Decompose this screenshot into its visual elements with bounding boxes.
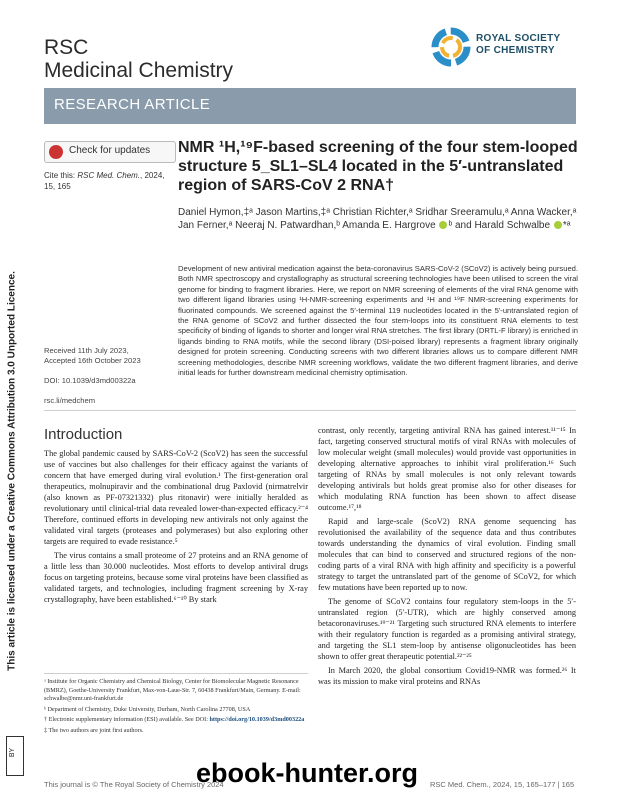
- article-title: NMR ¹H,¹⁹F-based screening of the four stem-looped structure 5_SL1–SL4 located in the 5′-untranslated region of SARS-CoV 2 RNA†: [178, 139, 578, 194]
- body-column-right: [318, 425, 576, 783]
- cite-prefix: Cite this:: [44, 171, 78, 180]
- publisher-line2: OF CHEMISTRY: [476, 45, 555, 56]
- authors-line1: Daniel Hymon,‡ᵃ Jason Martins,‡ᵃ Christian Richter,ᵃ Sridhar Sreeramulu,ᵃ Anna Wacker,ᵃ Jan Ferner,ᵃ Neeraj N. Patwardhan,ᵇ: [178, 207, 577, 231]
- banner-label: RESEARCH ARTICLE: [54, 96, 211, 113]
- section-divider: [44, 410, 576, 411]
- cite-rest: , 2024, 15, 165: [44, 171, 165, 191]
- publisher-line1: ROYAL SOCIETY: [476, 33, 561, 44]
- journal-line2: Medicinal Chemistry: [44, 59, 234, 82]
- journal-line1: RSC: [44, 36, 89, 59]
- check-for-updates-button[interactable]: [44, 141, 176, 163]
- paragraph: contrast, only recently, targeting antiviral RNA has gained interest.¹¹⁻¹⁵ In fact, targeting conserved structural motifs of viral RNAs with molecules of low molecular weight (small molecules) would provide vast opportunities in developing alternative approaches to inhibit viral proliferation.¹⁶ Such targeting of RNAs by small molecules is not only relevant towards developing antivirals but holds great promise also for other diseases for which modulating RNA function has been shown to affect disease outcome.¹⁷,¹⁸: [318, 426, 576, 512]
- check-updates-icon: [49, 145, 63, 159]
- paragraph: In March 2020, the global consortium Covid19-NMR was formed.²⁶ It was its mission to make viral proteins and RNAs: [318, 666, 576, 686]
- received-dates: [44, 346, 172, 366]
- author-list: [178, 206, 578, 232]
- authors-conj: ᵇ and Harald Schwalbe: [448, 220, 551, 231]
- body-column-left: [44, 448, 308, 666]
- footer-copyright: This journal is © The Royal Society of Chemistry 2024: [44, 780, 224, 789]
- footnote-divider: [44, 673, 308, 674]
- paragraph: The genome of SCoV2 contains four regulatory stem-loops in the 5′-untranslated region (5′-UTR), which are highly conserved among betacoronaviruses.¹⁹⁻²¹ Targeting such structured RNA elements to interfere with their regulatory function is regarded as a promising antiviral strategy, and targeting the SL1 stem-loop by antisense oligonucleotides has been shown to offer great therapeutic potential.²²⁻²⁵: [318, 597, 576, 661]
- article-type-banner: [44, 88, 576, 124]
- license-sidebar: [5, 176, 19, 766]
- check-updates-label: Check for updates: [69, 145, 151, 156]
- orcid-icon[interactable]: [554, 221, 562, 229]
- section-heading-introduction: Introduction: [44, 426, 123, 443]
- footnote-affiliation-b: ᵇ Department of Chemistry, Duke University, Durham, North Carolina 27708, USA: [44, 705, 251, 713]
- watermark-text: ebook-hunter.org: [196, 758, 418, 788]
- cite-journal: RSC Med. Chem.: [77, 171, 141, 180]
- doi-label[interactable]: DOI: 10.1039/d3md00322a: [44, 376, 136, 385]
- paragraph: The virus contains a small proteome of 27 proteins and an RNA genome of a little less than 30.000 nucleotides. Most efforts to develop antiviral drugs focus on targeting proteins, because some viral proteins have been classified as validated targets, and technologies, including fragment screening by X-ray crystallography, have been established.⁶⁻¹⁰ By stark: [44, 551, 308, 604]
- cc-by-label: BY: [9, 747, 17, 758]
- rsc-logo: [430, 26, 580, 76]
- citation: [44, 170, 172, 192]
- journal-name: [44, 36, 233, 82]
- paragraph: Rapid and large-scale (ScoV2) RNA genome sequencing has revolutionised the availability of the sequence data and thus contributes towards understanding the dynamics of viral evolution. Finding small molecules that can bind to conserved and structured regions of the non-coding parts of a viral RNA with high affinity and specificity is a powerful strategy to target the untranslated part of the genome of SCoV2, for which few mutations have been reported up to now.: [318, 517, 576, 592]
- esi-doi-link[interactable]: https://doi.org/10.1039/d3md00322a: [209, 716, 305, 724]
- orcid-icon[interactable]: [439, 221, 447, 229]
- license-text[interactable]: This article is licensed under a Creative Commons Attribution 3.0 Unported Licence.: [6, 271, 18, 671]
- footnote-joint: ‡ The two authors are joint first authors.: [44, 726, 144, 734]
- rsc-ring-icon: [430, 26, 472, 68]
- footnote-affiliation-a: ᵃ Institute for Organic Chemistry and Chemical Biology, Center for Biomolecular Magnetic Resonance (BMRZ), Goethe-University Frankfurt, Max-von-Laue-Str. 7, 60438 Frankfurt/Main, Germany. E-mail: schwalbe@nmr.uni-frankfurt.de: [44, 678, 301, 703]
- received-date: Received 11th July 2023,: [44, 346, 129, 355]
- corresponding-mark: *ᵃ: [562, 220, 571, 231]
- footer-page-info: RSC Med. Chem., 2024, 15, 165–177 | 165: [430, 780, 575, 789]
- journal-link[interactable]: rsc.li/medchem: [44, 396, 96, 405]
- footnotes: [44, 678, 308, 738]
- accepted-date: Accepted 16th October 2023: [44, 356, 141, 365]
- author-hargrove: Amanda E. Hargrove: [342, 220, 436, 231]
- footnote-esi: † Electronic supplementary information (ESI) available. See DOI: https://doi.org/10.1039/d3md00322a: [44, 716, 305, 724]
- cc-license-badge[interactable]: [6, 736, 24, 776]
- abstract: Development of new antiviral medication against the beta-coronavirus SARS-CoV-2 (SCoV2) is actively being pursued. Both NMR spectroscopy and crystallography as structural screening technologies have been utilised to screen the viral genome for binding to fragment libraries. Here, we report on NMR screening of elements of the viral RNA genome with two different ligand libraries using ¹H-NMR-screening experiments and ¹H and ¹⁹F NMR-screening experiments for fluorinated compounds. We screened against the 5′-terminal 119 nucleotides located in the 5′-untranslated region of the RNA genome of SCoV2 and further dissected the four stem-loops into its constituent RNA elements to test specificity of binding of ligands to shorter and longer viral RNA stretches. The first library (DRTL-F library) is enriched in ligands binding to RNA motifs, while the second library (DSI-poised library) represents a fragment library originally designed for protein screening. Conducting screens with two different libraries allows us to compare different NMR screening methodologies, describe NMR screening workflows, validate the two different fragment libraries, and derive initial leads for further downstream medicinal chemistry optimisation.: [178, 264, 578, 378]
- paragraph: The global pandemic caused by SARS-CoV-2 (ScoV2) has seen the successful use of vaccines but also challenges for their efficacy against the variants of concern that have emerged during viral evolution.¹ The first-generation oral therapeutics, molnupiravir and the combinational drug Paxlovid (nirmatrelvir (also known as PF-07321332) plus ritonavir) were initially heralded as revolutionary until clinical-trial data revealed lower-than-expected efficacy.²⁻⁴ Therefore, continued efforts in developing new antivirals not only against the validated viral targets (proteases and polymerases) but also exploring other targets are required to evade resistance.⁵: [44, 449, 308, 546]
